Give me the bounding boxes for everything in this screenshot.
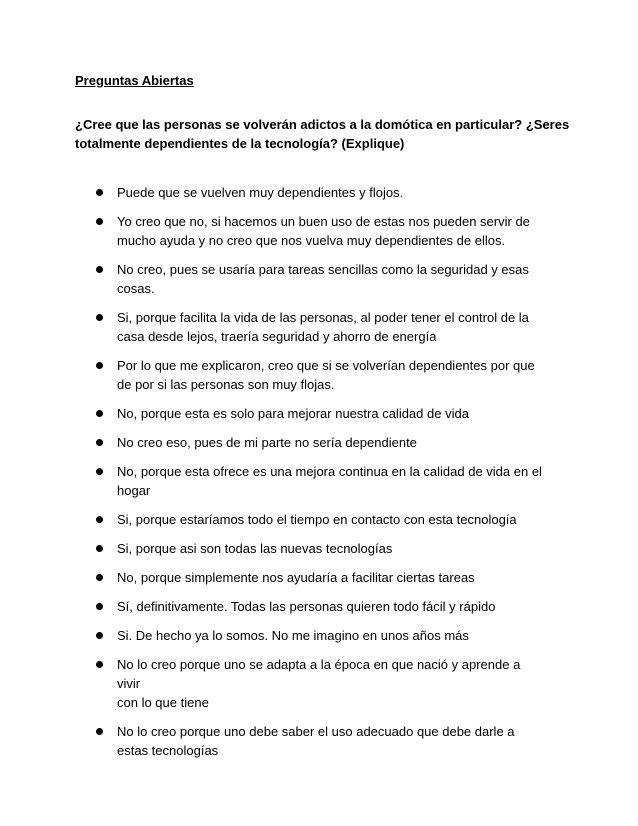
bullet-icon <box>96 439 103 446</box>
list-item <box>95 597 545 616</box>
bullet-icon <box>96 410 103 417</box>
list-item <box>95 568 545 587</box>
bullet-icon <box>96 362 103 369</box>
bullet-icon <box>96 218 103 225</box>
list-item <box>95 308 545 346</box>
list-item <box>95 433 545 452</box>
section-heading: Preguntas Abiertas <box>75 73 194 88</box>
bullet-icon <box>96 314 103 321</box>
bullet-icon <box>96 728 103 735</box>
bullet-icon <box>96 189 103 196</box>
answer-text: Por lo que me explicaron, creo que si se volverían dependientes por que de por si las personas son muy flojas. <box>117 358 535 392</box>
answer-text: Si. De hecho ya lo somos. No me imagino en unos años más <box>117 628 469 643</box>
answer-text: Yo creo que no, si hacemos un buen uso de estas nos pueden servir de mucho ayuda y no creo que nos vuelva muy dependientes de ellos. <box>117 214 530 248</box>
answer-text: Sí, definitivamente. Todas las personas quieren todo fácil y rápido <box>117 599 496 614</box>
list-item <box>95 356 545 394</box>
list-item <box>95 212 545 250</box>
list-item <box>95 655 545 712</box>
bullet-icon <box>96 574 103 581</box>
list-item <box>95 722 545 760</box>
bullet-icon <box>96 603 103 610</box>
bullet-icon <box>96 632 103 639</box>
list-item <box>95 404 545 423</box>
bullet-icon <box>96 266 103 273</box>
bullet-icon <box>96 661 103 668</box>
answer-text: No, porque esta es solo para mejorar nuestra calidad de vida <box>117 406 469 421</box>
list-item <box>95 462 545 500</box>
answer-text: Si, porque estaríamos todo el tiempo en contacto con esta tecnología <box>117 512 517 527</box>
list-item <box>95 539 545 558</box>
bullet-icon <box>96 516 103 523</box>
bullet-icon <box>96 545 103 552</box>
list-item <box>95 183 545 202</box>
answer-text: No lo creo porque uno debe saber el uso adecuado que debe darle a estas tecnologías <box>117 724 515 758</box>
list-item <box>95 626 545 645</box>
list-item <box>95 510 545 529</box>
question-text: ¿Cree que las personas se volverán adictos a la domótica en particular? ¿Seres totalmente dependientes de la tecnología? (Explique) <box>75 117 570 151</box>
answer-list <box>95 183 545 770</box>
bullet-icon <box>96 468 103 475</box>
answer-text: Puede que se vuelven muy dependientes y flojos. <box>117 185 404 200</box>
answer-text: Si, porque asi son todas las nuevas tecnologías <box>117 541 393 556</box>
answer-text: No creo, pues se usaría para tareas sencillas como la seguridad y esas cosas. <box>117 262 529 296</box>
answer-text: Si, porque facilita la vida de las personas, al poder tener el control de la casa desde lejos, traería seguridad y ahorro de energía <box>117 310 529 344</box>
answer-text: No creo eso, pues de mi parte no sería dependiente <box>117 435 417 450</box>
answer-text: No, porque esta ofrece es una mejora continua en la calidad de vida en el hogar <box>117 464 542 498</box>
list-item <box>95 260 545 298</box>
answer-text: No lo creo porque uno se adapta a la época en que nació y aprende a vivir con lo que tiene <box>117 657 521 710</box>
answer-text: No, porque simplemente nos ayudaría a facilitar ciertas tareas <box>117 570 475 585</box>
